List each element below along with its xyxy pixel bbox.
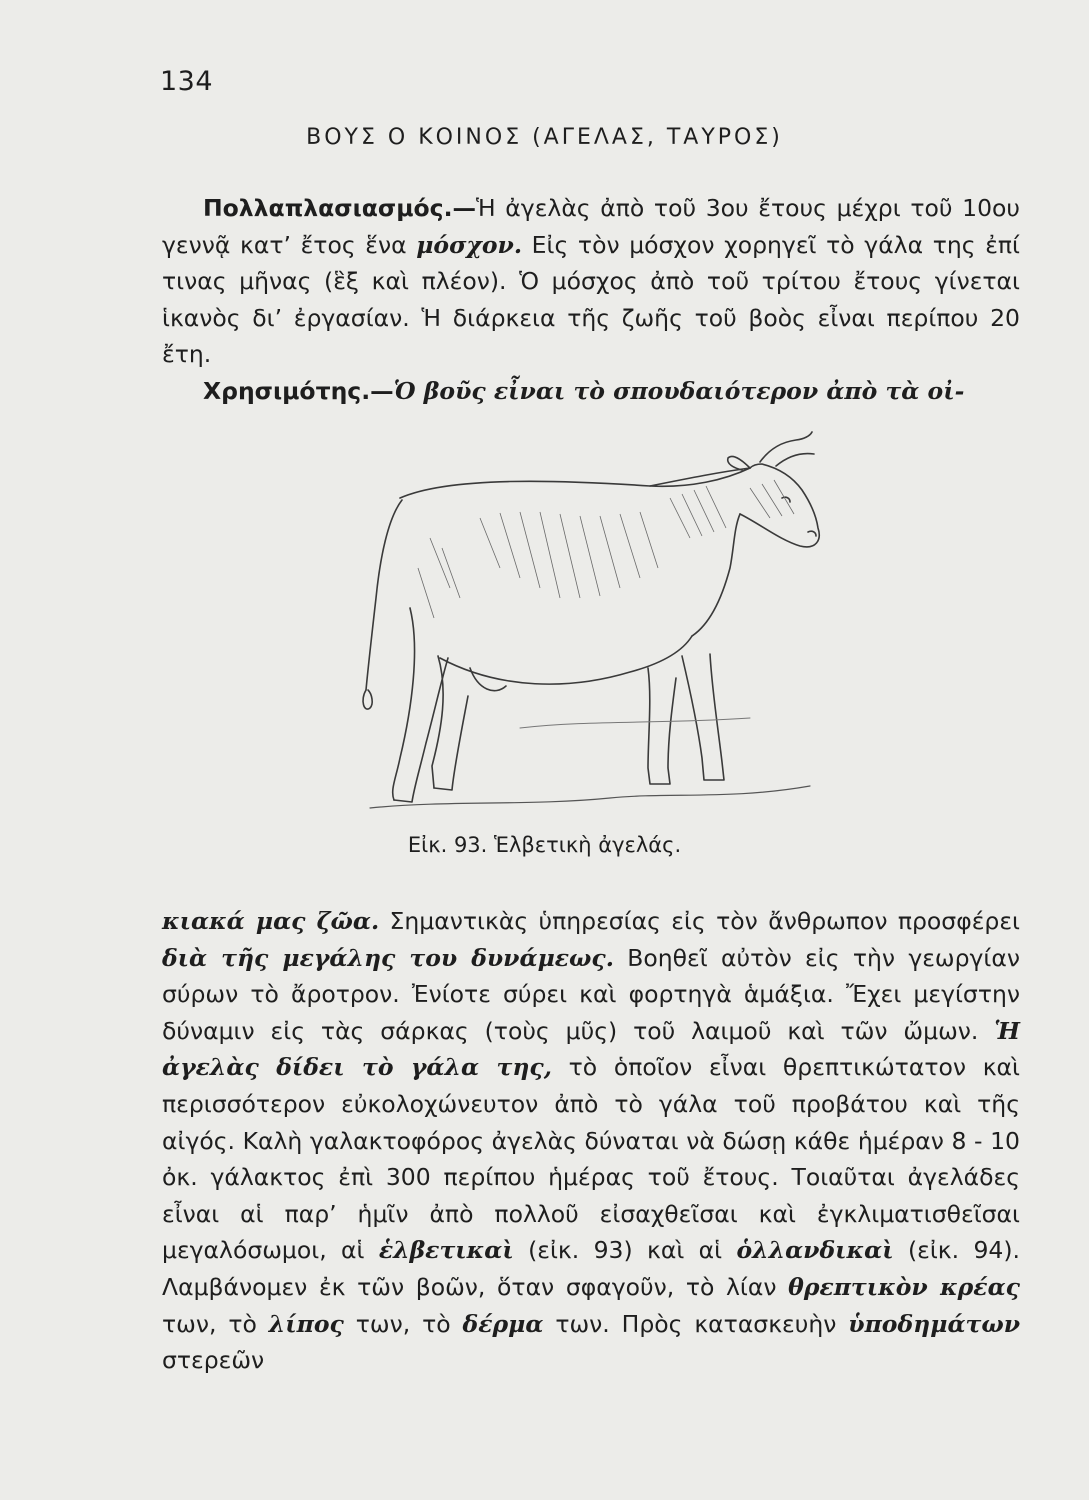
emphasis-text: Ἡ ἀγελὰς δίδει τὸ γάλα της,: [162, 1016, 1020, 1082]
emphasis-text: κιακά μας ζῶα.: [162, 907, 380, 935]
emphasis-text: δέρμα: [462, 1309, 544, 1338]
text-run: Σημαντικὰς ὑπηρεσίας εἰς τὸν ἄνθρωπον προσφέρει: [379, 907, 1020, 935]
paragraph-usefulness-start: [162, 373, 1020, 410]
text-run: (εἰκ. 94). Λαμβάνομεν ἐκ τῶν βοῶν, ὅταν σφαγοῦν, τὸ λίαν: [162, 1236, 1020, 1301]
figure-caption: Εἰκ. 93. Ἑλβετικὴ ἀγελάς.: [407, 833, 682, 857]
paragraph-text: [162, 190, 1020, 373]
section-heading-reproduction: Πολλαπλασιασμός.—: [203, 194, 477, 222]
emphasis-text: μόσχον.: [416, 230, 523, 259]
running-head: ΒΟΥΣ Ο ΚΟΙΝΟΣ (ΑΓΕΛΑΣ, ΤΑΥΡΟΣ): [306, 125, 783, 150]
emphasis-text: διὰ τῆς μεγάλης του δυνάμεως.: [162, 943, 614, 972]
cow-illustration: [330, 428, 870, 828]
emphasis-text: ὁλλανδικαὶ: [736, 1236, 894, 1265]
paragraph-reproduction: [162, 190, 1020, 410]
text-run: των, τὸ: [343, 1309, 463, 1338]
page-number: 134: [160, 66, 214, 97]
text-run: στερεῶν: [162, 1346, 265, 1375]
emphasis-text: θρεπτικὸν κρέας: [788, 1272, 1020, 1301]
emphasis-text: λίπος: [268, 1309, 344, 1338]
emphasis-text: ἑλβετικαὶ: [378, 1236, 514, 1265]
text-run: Ἡ ἀγελὰς ἀπὸ τοῦ 3ου ἔτους μέχρι τοῦ 10ου γεννᾷ κατ’ ἔτος ἕνα: [162, 194, 1020, 259]
text-run: τὸ ὁποῖον εἶναι θρεπτικώτατον καὶ περισσότερον εὐκολοχώνευτον ἀπὸ τὸ γάλα τοῦ προβάτου καὶ τῆς αἰγός. Καλὴ γαλακτοφόρος ἀγελὰς δύναται νὰ δώσῃ κάθε ἡμέραν 8 - 10 ὀκ. γάλακτος ἐπὶ 300 περίπου ἡμέρας τοῦ ἔτους. Τοιαῦται ἀγελάδες εἶναι αἱ παρ’ ἡμῖν ἀπὸ πολλοῦ εἰσαχθεῖσαι καὶ ἐγκλιματισθεῖσαι μεγαλόσωμοι, αἱ: [162, 1053, 1020, 1265]
text-run: (εἰκ. 93) καὶ αἱ: [513, 1236, 737, 1265]
text-run: των. Πρὸς κατασκευὴν: [543, 1309, 849, 1338]
emphasis-text: ὑποδημάτων: [848, 1309, 1021, 1338]
paragraph-usefulness-continued: [162, 903, 1020, 1379]
text-run: Βοηθεῖ αὐτὸν εἰς τὴν γεωργίαν σύρων τὸ ἄροτρον. Ἐνίοτε σύρει καὶ φορτηγὰ ἁμάξια. Ἔχει μεγίστην δύναμιν εἰς τὰς σάρκας (τοὺς μῦς) τοῦ λαιμοῦ καὶ τῶν ὤμων.: [162, 943, 1020, 1045]
emphasis-text: Ὁ βοῦς εἶναι τὸ σπουδαιότερον ἀπὸ τὰ οἰ-: [393, 376, 965, 405]
text-run: των, τὸ: [162, 1309, 269, 1338]
section-heading-usefulness: Χρησιμότης.—: [203, 376, 394, 405]
swiss-cow-drawing: [330, 428, 870, 828]
text-run: Εἰς τὸν μόσχον χορηγεῖ τὸ γάλα της ἐπί τινας μῆνας (ἓξ καὶ πλέον). Ὁ μόσχος ἀπὸ τοῦ τρίτου ἔτους γίνεται ἱκανὸς δι’ ἐργασίαν. Ἡ διάρκεια τῆς ζωῆς τοῦ βοὸς εἶναι περίπου 20 ἔτη.: [162, 230, 1020, 369]
